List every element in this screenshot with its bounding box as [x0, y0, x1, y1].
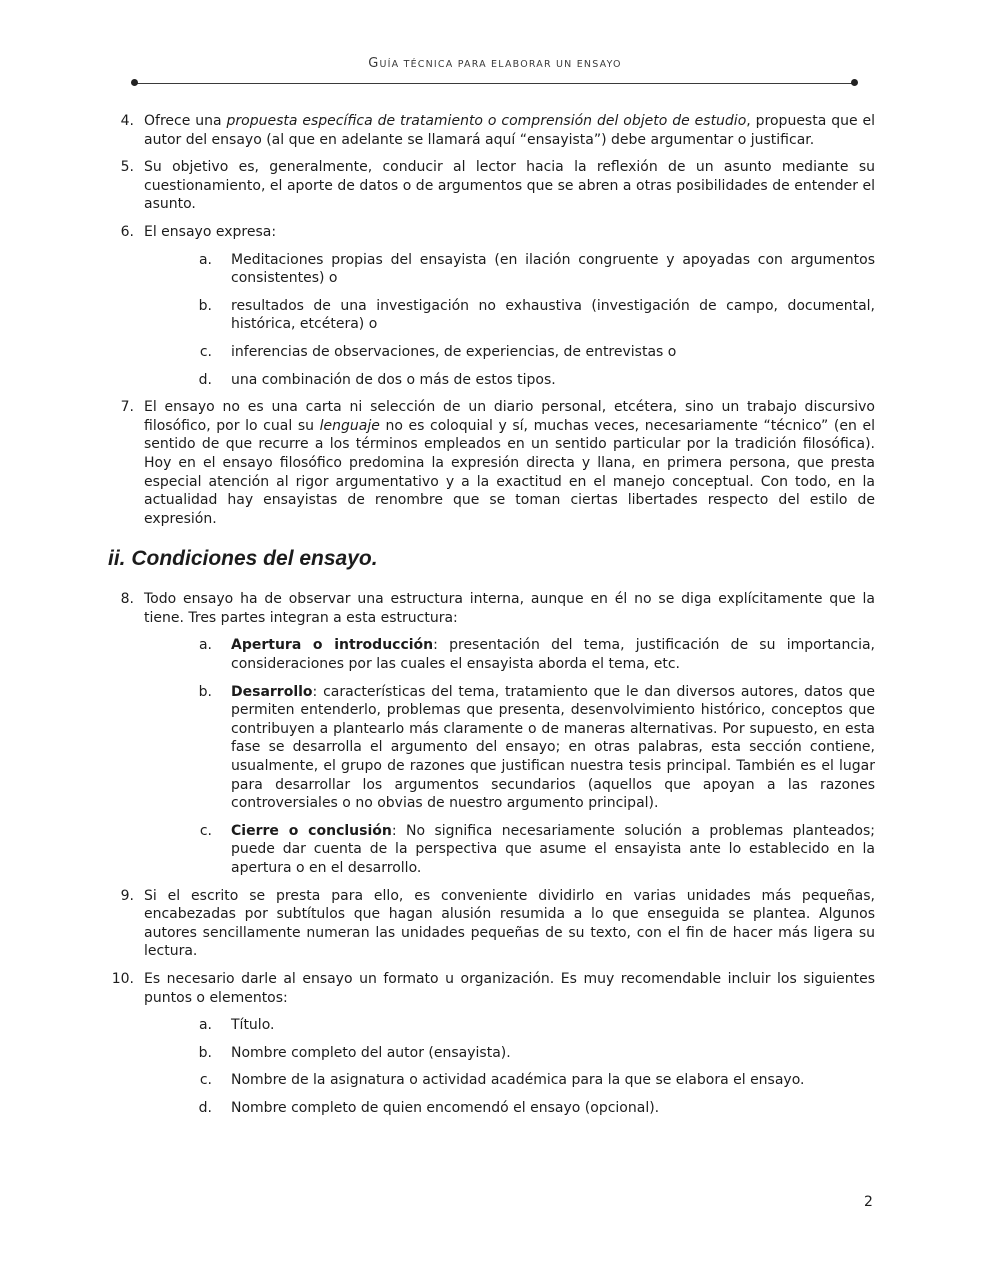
item-number: 5. [120, 159, 134, 176]
item-number: 6. [120, 223, 134, 240]
list-item-6 [108, 223, 875, 242]
sub-bold-term: Desarrollo [231, 683, 313, 700]
sub-text: Nombre de la asignatura o actividad académica para la que se elabora el ensayo. [231, 1072, 805, 1089]
sub-item-6d [195, 371, 875, 390]
sub-item-6c [195, 343, 875, 362]
sub-letter: d. [198, 1099, 212, 1116]
item-text: Todo ensayo ha de observar una estructura interna, aunque en él no se diga explícitamente que la tiene. Tres partes integran a esta estructura: [144, 591, 875, 626]
header-rest: UÍA TÉCNICA PARA ELABORAR UN ENSAYO [379, 59, 622, 70]
sub-text: resultados de una investigación no exhaustiva (investigación de campo, documental, histórica, etcétera) o [231, 297, 875, 333]
sub-item-10b [195, 1044, 875, 1063]
sub-text: : No significa necesariamente solución a problemas planteados; puede dar cuenta de la perspectiva que asume el ensayista ante lo establecido en la apertura o en el desarrollo. [231, 822, 876, 876]
item-text: El ensayo expresa: [144, 223, 277, 240]
item-number: 4. [120, 113, 134, 129]
sub-item-10d [195, 1099, 875, 1118]
page-body [108, 112, 875, 1127]
item-text-em: lenguaje [319, 417, 380, 434]
sub-text: : presentación del tema, justificación de su importancia, consideraciones por las cuales el ensayista aborda el tema, etc. [231, 637, 875, 673]
item-number: 7. [120, 399, 134, 416]
list-item-10 [108, 970, 875, 1007]
item-text: Es necesario darle al ensayo un formato u organización. Es muy recomendable incluir los siguientes puntos o elementos: [144, 970, 875, 1006]
sub-bold-term: Cierre o conclusión [231, 822, 392, 839]
page-number: 2 [864, 1194, 873, 1210]
sub-text: Nombre completo de quien encomendó el ensayo (opcional). [231, 1099, 660, 1116]
item-text-post: , propuesta que el autor del ensayo (al que en adelante se llamará aquí “ensayista”) debe argumentar o justificar. [144, 113, 876, 148]
header-initial: G [368, 56, 380, 71]
item-number: 9. [120, 887, 134, 904]
list-item-7 [108, 398, 875, 528]
sub-item-10c [195, 1071, 875, 1090]
sub-text: Meditaciones propias del ensayista (en ilación congruente y apoyadas con argumentos consistentes) o [231, 251, 875, 287]
list-item-4 [108, 112, 875, 149]
sub-text: Título. [231, 1017, 275, 1034]
sub-letter: c. [199, 1072, 212, 1089]
sub-letter: a. [198, 1017, 212, 1034]
sub-item-6b [195, 297, 875, 334]
sub-letter: d. [198, 371, 212, 388]
item-number: 10. [111, 970, 134, 987]
running-header [0, 56, 990, 71]
item-text-post: no es coloquial y sí, muchas veces, necesariamente “técnico” (en el sentido de que recurre a los términos empleados en un sentido particular por la tradición filosófica). Hoy en el ensayo filosófico predomina la expresión directa y llana, en primera persona, que presta especial atención al rigor argumentativo y a la exactitud en el manejo conceptual. Con todo, en la actualidad hay ensayistas de renombre que se toman ciertas libertades respecto del estilo de expresión. [144, 417, 875, 527]
sub-text: una combinación de dos o más de estos tipos. [231, 371, 556, 388]
sub-item-8a [195, 636, 875, 673]
header-rule [134, 83, 855, 84]
item-text-pre: El ensayo no es una carta ni selección de un diario personal, etcétera, sino un trabajo discursivo filosófico, por lo cual su [144, 399, 875, 434]
sub-letter: b. [198, 1044, 212, 1061]
sub-bold-term: Apertura o introducción [231, 637, 434, 654]
sub-letter: b. [198, 297, 212, 314]
rule-right-dot [851, 79, 858, 86]
sub-text: : características del tema, tratamiento que le dan diversos autores, datos que permiten entenderlo, problemas que presenta, desenvolvimiento histórico, conceptos que contribuyen a plantearlo más claramente o de maneras alternativas. Por supuesto, en esta fase se desarrolla el argumento del ensayo; en otras palabras, esta sección contiene, usualmente, el grupo de razones que justifican nuestra tesis principal. También es el lugar para desarrollar los argumentos secundarios (aquellos que apoyan a las razones controversiales o no obvias de nuestro argumento principal). [231, 683, 875, 812]
list-item-8 [108, 590, 875, 627]
section-title: ii. Condiciones del ensayo. [108, 547, 378, 571]
item-text-pre: Ofrece una [144, 113, 227, 129]
list-item-9 [108, 887, 875, 961]
item-text: Si el escrito se presta para ello, es conveniente dividirlo en varias unidades más pequeñas, encabezadas por subtítulos que hagan alusión resumida a lo que enseguida se plantea. Algunos autores sencillamente numeran las unidades pequeñas de su texto, con el fin de hacer más ligera su lectura. [144, 887, 875, 960]
sub-letter: c. [199, 343, 212, 360]
item-number: 8. [120, 591, 134, 608]
sub-letter: c. [199, 822, 212, 839]
sub-text: Nombre completo del autor (ensayista). [231, 1044, 511, 1061]
sub-letter: a. [198, 251, 212, 268]
item-text-em: propuesta específica de tratamiento o comprensión del objeto de estudio [226, 113, 747, 129]
sub-letter: a. [198, 637, 212, 654]
sub-item-10a [195, 1016, 875, 1035]
rule-left-dot [131, 79, 138, 86]
sub-text: inferencias de observaciones, de experiencias, de entrevistas o [231, 343, 677, 360]
sub-letter: b. [198, 683, 212, 700]
sub-item-8c [195, 822, 875, 878]
list-item-5 [108, 158, 875, 214]
item-text: Su objetivo es, generalmente, conducir al lector hacia la reflexión de un asunto mediante su cuestionamiento, el aporte de datos o de argumentos que se abren a otras posibilidades de entender el asunto. [144, 159, 875, 213]
sub-item-6a [195, 251, 875, 288]
sub-item-8b [195, 683, 875, 813]
